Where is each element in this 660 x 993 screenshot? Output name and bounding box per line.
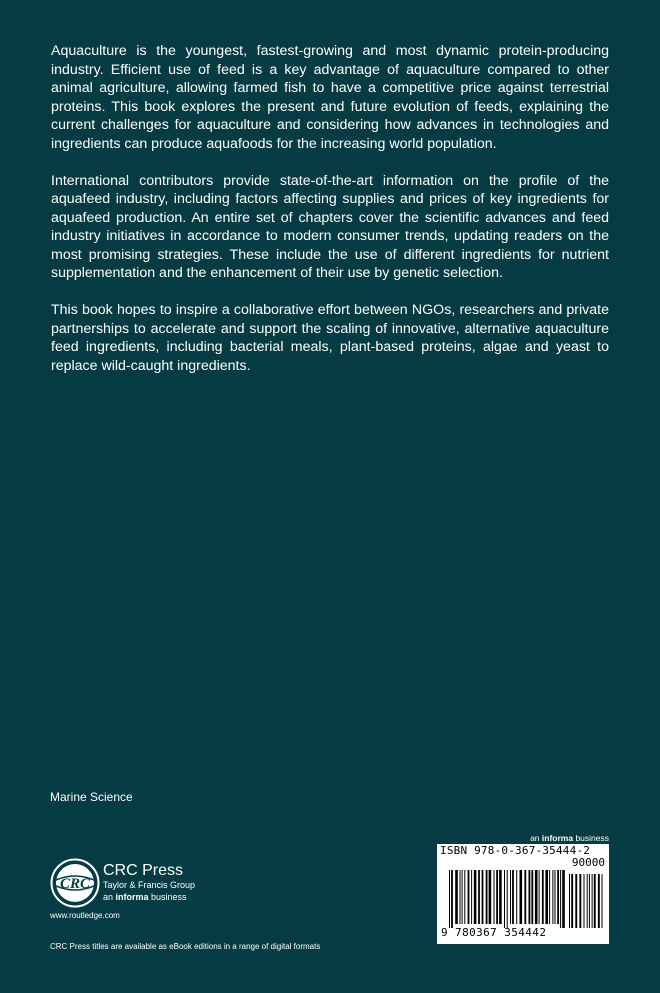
addon-bar [598, 874, 600, 928]
barcode-bar [449, 870, 450, 928]
addon-bar [571, 874, 573, 928]
price-code: 90000 [571, 856, 605, 869]
barcode-bar [535, 870, 538, 924]
barcode-bar [539, 870, 540, 924]
barcode-bar [494, 870, 495, 924]
barcode-bar [468, 870, 470, 924]
barcode-bar [524, 870, 526, 924]
ebook-footnote: CRC Press titles are available as eBook editions in a range of digital formats [50, 942, 321, 951]
addon-bar [589, 874, 590, 928]
blurb-text [51, 42, 609, 394]
barcode-bar [471, 870, 472, 924]
subject-category: Marine Science [50, 790, 133, 804]
publisher-block [103, 862, 195, 903]
addon-bar [587, 874, 588, 928]
barcode-bar [462, 870, 463, 924]
barcode-bar [482, 870, 484, 924]
barcode-bar [489, 870, 492, 924]
barcode-bar [460, 870, 461, 924]
blurb-paragraph-1: Aquaculture is the youngest, fastest-growing and most dynamic protein-producing industry. Efficient use of feed is a key advantage of aquaculture compared to other animal agriculture, allowing farmed fish to have a competitive price against terrestrial proteins. This book explores the present and future evolution of feeds, explaining the current challenges for aquaculture and considering how advances in technologies and ingredients can produce aquafoods for the increasing world population. [51, 43, 609, 152]
publisher-url: www.routledge.com [50, 911, 120, 920]
crc-press-logo-icon [50, 858, 100, 908]
barcode-bar [549, 870, 550, 924]
addon-bar [602, 874, 603, 928]
barcode-bar [499, 870, 502, 924]
barcode-bar [451, 870, 453, 928]
barcode-bar [529, 870, 531, 924]
logo-lettering: CRC [59, 876, 91, 892]
barcode-bar [562, 870, 565, 928]
barcode-bar [478, 870, 480, 924]
barcode-bar [555, 870, 556, 924]
barcode-bar [531, 870, 533, 924]
addon-bar [594, 874, 596, 928]
barcode-bar [512, 870, 514, 924]
addon-bar [575, 874, 577, 928]
barcode-bar [542, 870, 544, 924]
barcode-bar [560, 870, 561, 928]
barcode-bar [455, 870, 458, 924]
isbn-barcode [437, 844, 609, 944]
blurb-paragraph-2: International contributors provide state-of-the-art information on the profile of the aquafeed industry, including factors affecting supplies and prices of key ingredients for aquafeed production. An entire set of chapters cover the scientific advances and feed industry initiatives in accordance to modern consumer trends, updating readers on the most promising strategies. These include the use of different ingredients for nutrient supplementation and the enhancement of their use by genetic selection. [51, 172, 609, 281]
barcode-bar [507, 870, 508, 928]
ean-number: 9 780367 354442 [441, 926, 547, 939]
addon-bar [584, 874, 585, 928]
barcode-bar [486, 870, 488, 924]
barcode-bar [520, 870, 523, 924]
barcode-caption: an informa business [530, 833, 609, 843]
addon-bar [592, 874, 593, 928]
barcode-bar [496, 870, 498, 924]
isbn-number: ISBN 978-0-367-35444-2 [440, 844, 591, 857]
addon-bar [569, 874, 570, 928]
barcode-bar [474, 870, 477, 924]
barcode-bar [464, 870, 465, 924]
blurb-paragraph-3: This book hopes to inspire a collaborative effort between NGOs, researchers and private partnerships to accelerate and support the scaling of innovative, alternative aquaculture feed ingredients, including bacterial meals, plant-based proteins, algae and yeast to replace wild-caught ingredients. [51, 302, 609, 374]
barcode-bar [557, 870, 559, 924]
barcode-bar [516, 870, 517, 924]
barcode-bar [545, 870, 548, 924]
addon-bar [579, 874, 581, 928]
barcode-bar [510, 870, 511, 924]
publisher-group: Taylor & Francis Group [103, 880, 196, 890]
publisher-name: CRC Press [103, 862, 184, 879]
barcode-bar [552, 870, 553, 924]
publisher-business: an informa business [103, 891, 187, 902]
barcode-bar [504, 870, 505, 928]
